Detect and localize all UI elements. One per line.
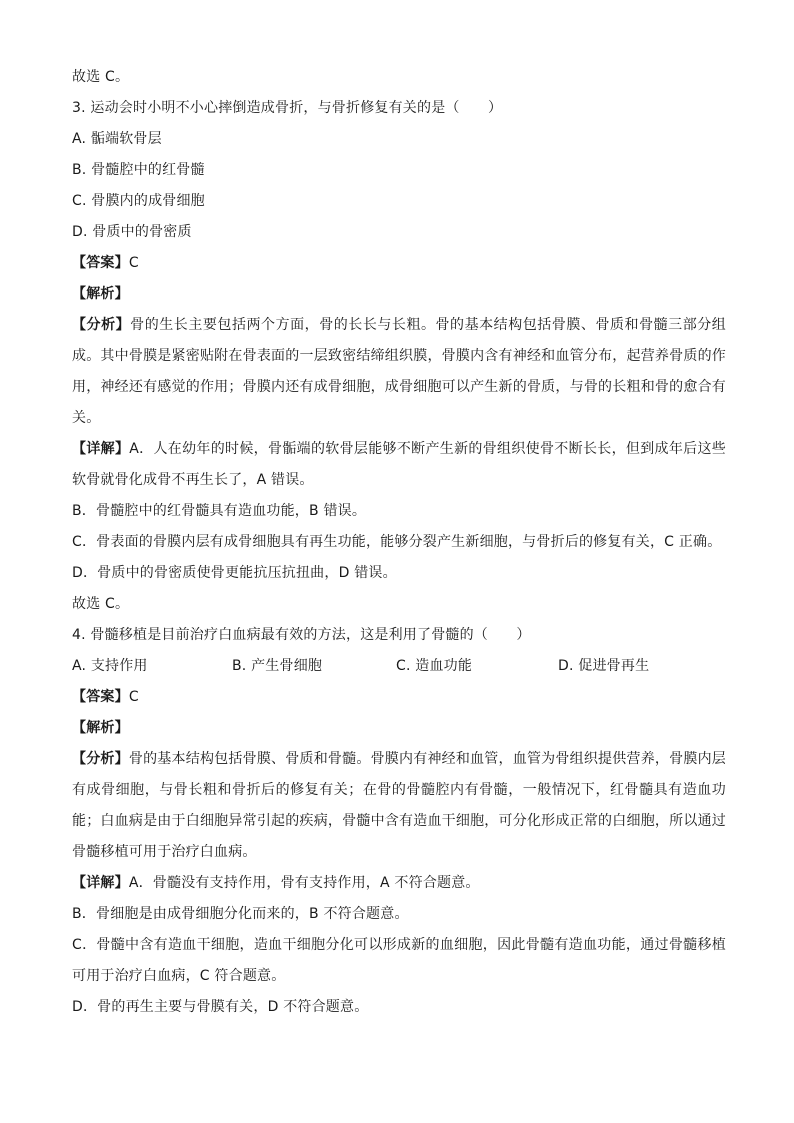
q4-detail-c: C．骨髓中含有造血干细胞，造血干细胞分化可以形成新的血细胞，因此骨髓有造血功能，通过骨髓移植可用于治疗白血病，C 符合题意。: [72, 937, 726, 984]
q3-detail-c: C．骨表面的骨膜内层有成骨细胞具有再生功能，能够分裂产生新细胞，与骨折后的修复有关，C 正确。: [72, 534, 722, 550]
conclusion-line: 故选 C。: [72, 69, 130, 85]
analysis-tag: 【分析】: [72, 751, 129, 767]
answer-value: C: [128, 255, 139, 271]
q4-options: [72, 651, 726, 682]
detail-text: A．人在幼年的时候，骨骺端的软骨层能够不断产生新的骨组织使骨不断长长，但到成年后这些软骨就骨化成骨不再生长了，A 错误。: [72, 441, 726, 488]
analysis-text: 骨的基本结构包括骨膜、骨质和骨髓。骨膜内有神经和血管，血管为骨组织提供营养，骨膜内层有成骨细胞，与骨长粗和骨折后的修复有关；在骨的骨髓腔内有骨髓，一般情况下，红骨髓具有造血功能；白血病是由于白细胞异常引起的疾病，骨髓中含有造血干细胞，可分化形成正常的白细胞，所以通过骨髓移植可用于治疗白血病。: [72, 751, 726, 860]
detail-tag: 【详解】: [72, 875, 129, 891]
q4-option-d: D. 促进骨再生: [558, 658, 650, 674]
q3-answer: [72, 248, 726, 279]
q4-detail: [72, 868, 726, 899]
conclusion-line: 故选 C。: [72, 596, 130, 612]
q3-option-d: D. 骨质中的骨密质: [72, 224, 192, 240]
answer-tag: 【答案】: [72, 689, 129, 705]
question-4: 4. 骨髓移植是目前治疗白血病最有效的方法，这是利用了骨髓的（ ）: [72, 627, 531, 643]
q3-option-c: C. 骨膜内的成骨细胞: [72, 193, 205, 209]
question-3: 3. 运动会时小明不小心摔倒造成骨折，与骨折修复有关的是（ ）: [72, 100, 503, 116]
q4-analysis-heading: 【解析】: [72, 720, 129, 736]
q4-answer: [72, 682, 726, 713]
q3-detail-d: D．骨质中的骨密质使骨更能抗压抗扭曲，D 错误。: [72, 565, 397, 581]
document-page: [72, 62, 726, 1023]
q4-detail-d: D．骨的再生主要与骨膜有关，D 不符合题意。: [72, 999, 369, 1015]
q3-option-b: B. 骨髓腔中的红骨髓: [72, 162, 205, 178]
q3-analysis: [72, 310, 726, 434]
analysis-text: 骨的生长主要包括两个方面，骨的长长与长粗。骨的基本结构包括骨膜、骨质和骨髓三部分组成。其中骨膜是紧密贴附在骨表面的一层致密结缔组织膜，骨膜内含有神经和血管分布，起营养骨质的作用，神经还有感觉的作用；骨膜内还有成骨细胞，成骨细胞可以产生新的骨质，与骨的长粗和骨的愈合有关。: [72, 317, 726, 426]
q4-option-c: C. 造血功能: [396, 658, 473, 674]
q3-detail-b: B．骨髓腔中的红骨髓具有造血功能，B 错误。: [72, 503, 367, 519]
q4-detail-b: B．骨细胞是由成骨细胞分化而来的，B 不符合题意。: [72, 906, 409, 922]
q3-option-a: A. 骺端软骨层: [72, 131, 162, 147]
q3-analysis-heading: 【解析】: [72, 286, 129, 302]
detail-text: A．骨髓没有支持作用，骨有支持作用，A 不符合题意。: [128, 875, 480, 891]
analysis-tag: 【分析】: [72, 317, 131, 333]
q3-detail: [72, 434, 726, 496]
q4-option-b: B. 产生骨细胞: [232, 658, 323, 674]
q4-analysis: [72, 744, 726, 868]
answer-value: C: [128, 689, 139, 705]
answer-tag: 【答案】: [72, 255, 129, 271]
q4-option-a: A. 支持作用: [72, 658, 148, 674]
detail-tag: 【详解】: [72, 441, 130, 457]
